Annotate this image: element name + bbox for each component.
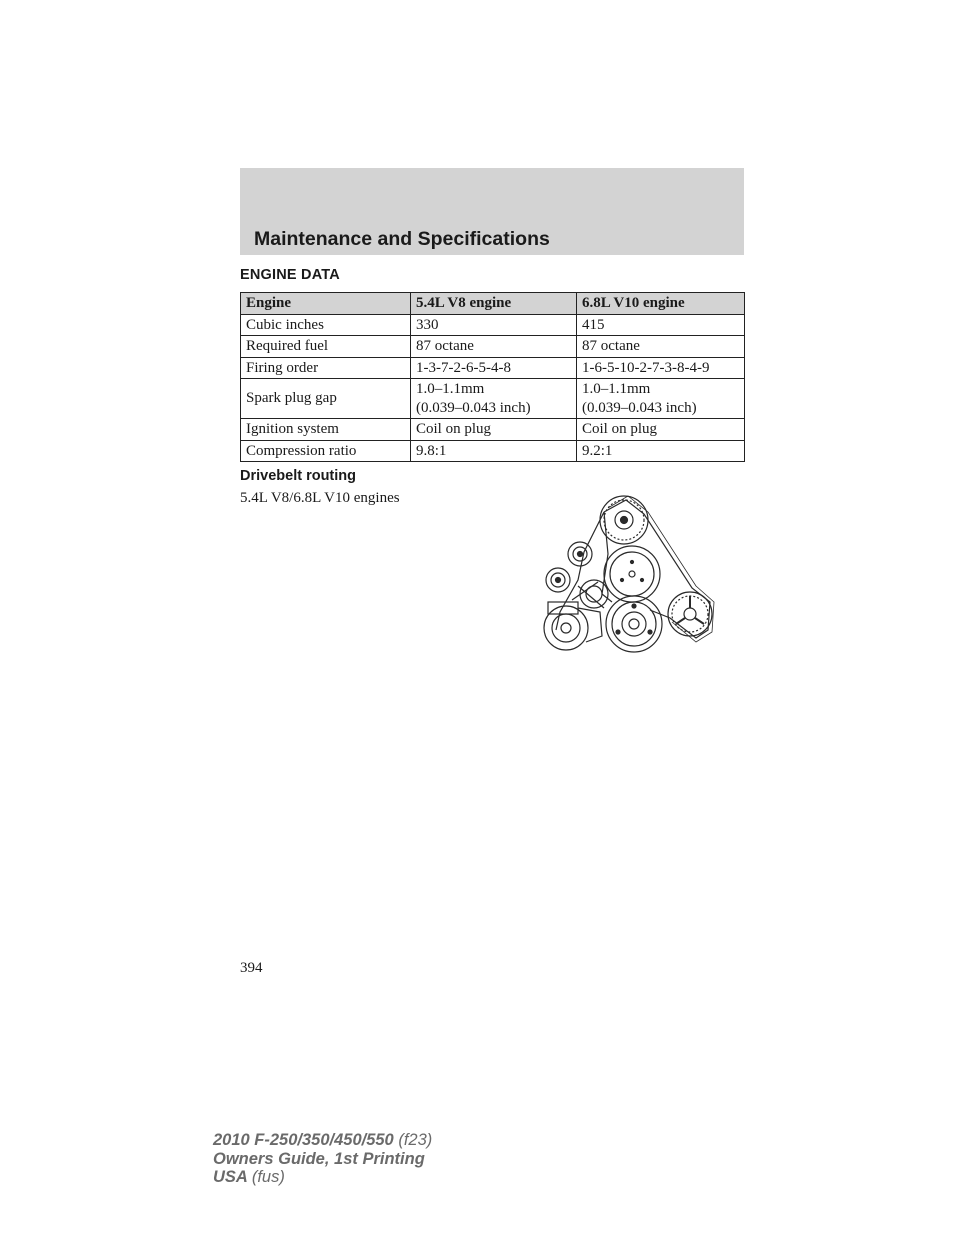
table-cell: 87 octane [411, 336, 577, 358]
table-cell: 1-6-5-10-2-7-3-8-4-9 [577, 357, 745, 379]
alternator-pulley-icon [546, 568, 570, 592]
table-cell: Coil on plug [577, 419, 745, 441]
drivebelt-routing-diagram [538, 490, 724, 658]
drivebelt-heading: Drivebelt routing [240, 468, 357, 484]
table-header-cell: 5.4L V8 engine [411, 293, 577, 315]
footer-region: USA [213, 1168, 248, 1186]
table-cell: Cubic inches [241, 314, 411, 336]
spark-gap-inch: (0.039–0.043 inch) [416, 399, 531, 416]
table-row [241, 440, 745, 462]
page-title: Maintenance and Specifications [254, 228, 550, 250]
table-row [241, 419, 745, 441]
engine-data-heading: ENGINE DATA [240, 267, 340, 283]
footer-line-region [213, 1168, 432, 1187]
top-pulley-icon [600, 496, 648, 544]
table-header-cell: 6.8L V10 engine [577, 293, 745, 315]
table-cell: 87 octane [577, 336, 745, 358]
spark-gap-mm: 1.0–1.1mm [582, 381, 651, 397]
footer-line-model [213, 1131, 432, 1150]
drivebelt-caption: 5.4L V8/6.8L V10 engines [240, 490, 400, 506]
table-header-row [241, 293, 745, 315]
table-cell: 415 [577, 314, 745, 336]
table-cell [577, 379, 745, 419]
footer-model: 2010 F-250/350/450/550 [213, 1131, 394, 1149]
idler-pulley-icon [568, 542, 592, 566]
table-row [241, 314, 745, 336]
table-cell: 9.8:1 [411, 440, 577, 462]
table-cell: Spark plug gap [241, 379, 411, 419]
table-cell: Required fuel [241, 336, 411, 358]
footer [213, 1131, 432, 1187]
spark-gap-mm: 1.0–1.1mm [416, 381, 485, 397]
ac-compressor-icon [544, 602, 602, 650]
section-header-band [240, 168, 744, 255]
page-number: 394 [240, 960, 263, 976]
footer-region-code: (fus) [251, 1168, 285, 1186]
footer-model-code: (f23) [398, 1131, 433, 1149]
table-cell: Coil on plug [411, 419, 577, 441]
table-cell: Compression ratio [241, 440, 411, 462]
power-steering-pulley-icon [668, 592, 712, 636]
table-cell: Firing order [241, 357, 411, 379]
table-cell: 1-3-7-2-6-5-4-8 [411, 357, 577, 379]
table-header-cell: Engine [241, 293, 411, 315]
table-row [241, 357, 745, 379]
spark-gap-inch: (0.039–0.043 inch) [582, 399, 697, 416]
table-cell: 9.2:1 [577, 440, 745, 462]
crankshaft-pulley-icon [606, 596, 662, 652]
table-cell [411, 379, 577, 419]
water-pump-pulley-icon [604, 546, 660, 602]
engine-data-table [240, 292, 745, 462]
table-cell: Ignition system [241, 419, 411, 441]
table-row [241, 379, 745, 419]
footer-guide: Owners Guide, 1st Printing [213, 1149, 425, 1168]
table-row [241, 336, 745, 358]
table-cell: 330 [411, 314, 577, 336]
